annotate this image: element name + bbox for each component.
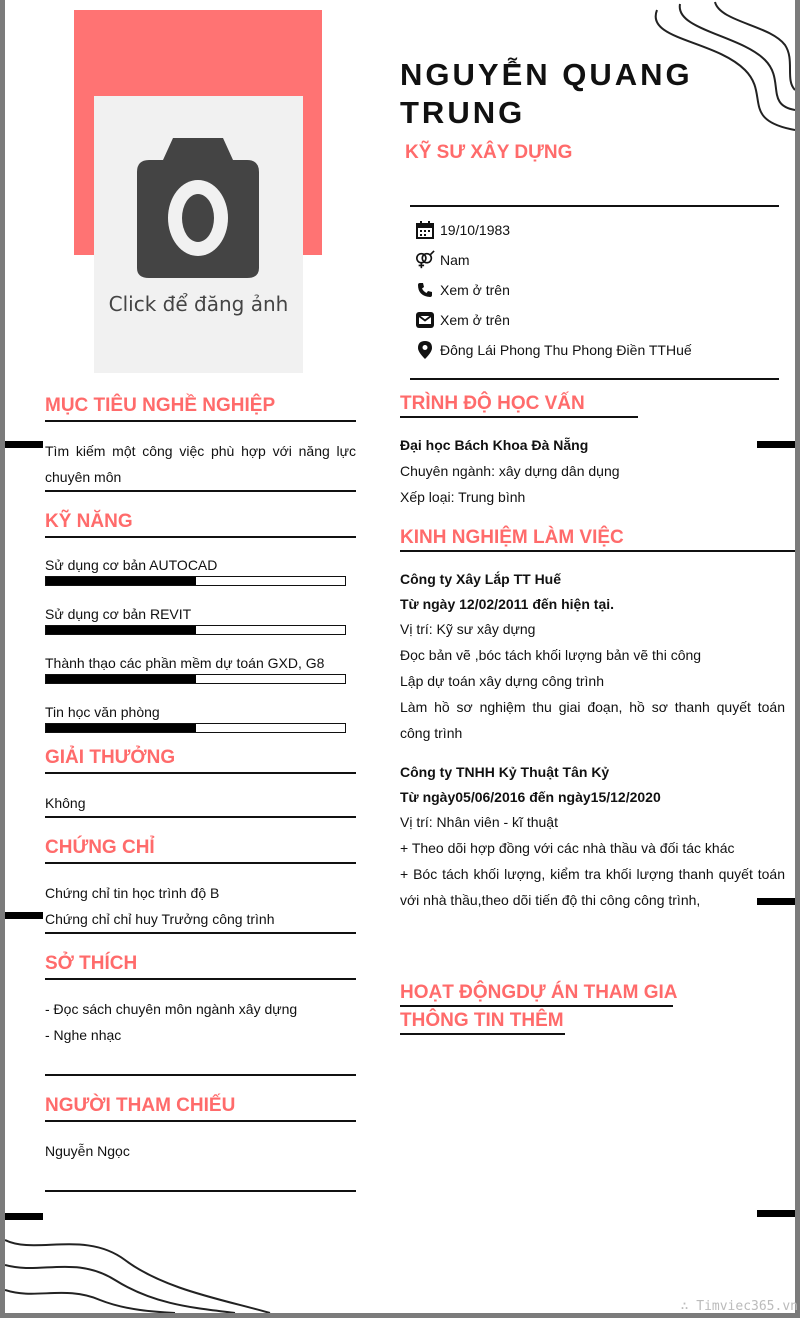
info-address	[415, 339, 692, 361]
watermark: ∴ Timviec365.vn	[680, 1299, 798, 1314]
awards-title: GIẢI THƯỞNG	[45, 747, 176, 768]
divider	[45, 978, 356, 980]
hobby-item: - Nghe nhạc	[45, 1027, 122, 1043]
job-company: Công ty TNHH Kỷ Thuật Tân Kỷ	[400, 764, 610, 780]
skill-bar-fill	[46, 724, 196, 732]
edge-mark	[5, 441, 43, 448]
divider	[410, 378, 779, 380]
experience-title: KINH NGHIỆM LÀM VIỆC	[400, 527, 624, 548]
wave-decoration-bottom	[5, 1220, 275, 1313]
info-phone	[415, 279, 510, 301]
hobby-item: - Đọc sách chuyên môn ngành xây dựng	[45, 1001, 298, 1017]
divider	[45, 932, 356, 934]
education-grade: Xếp loại: Trung bình	[400, 489, 526, 505]
skill-bar	[45, 625, 346, 635]
job-detail: Vị trí: Nhân viên - kĩ thuật	[400, 814, 558, 830]
job-detail: Đọc bản vẽ ,bóc tách khối lượng bản vẽ thi công	[400, 647, 702, 663]
divider	[410, 205, 779, 207]
phone-icon	[415, 280, 435, 300]
cv-page	[5, 0, 795, 1313]
phone-value: Xem ở trên	[440, 282, 510, 298]
skill-bar	[45, 723, 346, 733]
divider	[45, 536, 356, 538]
edge-mark	[757, 898, 795, 905]
divider	[400, 1033, 565, 1035]
job-period: Từ ngày05/06/2016 đến ngày15/12/2020	[400, 789, 661, 805]
skill-label: Tin học văn phòng	[45, 704, 160, 720]
references-text: Nguyễn Ngọc	[45, 1143, 130, 1159]
edge-mark	[757, 441, 795, 448]
edge-mark	[5, 912, 43, 919]
divider	[45, 862, 356, 864]
references-title: NGƯỜI THAM CHIẾU	[45, 1095, 236, 1116]
divider	[45, 816, 356, 818]
job-detail: Làm hồ sơ nghiệm thu giai đoạn, hồ sơ thanh quyết toán công trình	[400, 699, 785, 741]
photo-caption: Click để đăng ảnh	[108, 292, 289, 316]
job-company: Công ty Xây Lắp TT Huế	[400, 571, 562, 587]
divider	[400, 416, 638, 418]
gender-icon	[415, 250, 435, 270]
skill-label: Sử dụng cơ bản AUTOCAD	[45, 557, 218, 573]
more-info-title: THÔNG TIN THÊM	[400, 1010, 564, 1031]
certificate-item: Chứng chỉ tin học trình độ B	[45, 885, 220, 901]
job-detail: + Theo dõi hợp đồng với các nhà thầu và đối tác khác	[400, 840, 735, 856]
skill-bar	[45, 674, 346, 684]
gender-value: Nam	[440, 252, 470, 268]
skill-bar	[45, 576, 346, 586]
divider	[400, 550, 795, 552]
map-marker-icon	[415, 340, 435, 360]
activities-title: HOẠT ĐỘNGDỰ ÁN THAM GIA	[400, 982, 678, 1003]
skill-label: Sử dụng cơ bản REVIT	[45, 606, 192, 622]
info-gender	[415, 249, 470, 271]
divider	[45, 1074, 356, 1076]
calendar-icon	[415, 220, 435, 240]
divider	[400, 1005, 673, 1007]
divider	[45, 1190, 356, 1192]
hobbies-title: SỞ THÍCH	[45, 953, 138, 974]
job-detail: + Bóc tách khối lượng, kiểm tra khối lượng thanh quyết toán với nhà thầu,theo dõi tiến độ thi công công trình,	[400, 866, 785, 908]
info-email	[415, 309, 510, 331]
skill-bar-fill	[46, 577, 196, 585]
skill-label: Thành thạo các phần mềm dự toán GXD, G8	[45, 655, 325, 671]
skill-bar-fill	[46, 626, 196, 634]
job-period: Từ ngày 12/02/2011 đến hiện tại.	[400, 596, 615, 612]
envelope-icon	[415, 310, 435, 330]
job-detail: Vị trí: Kỹ sư xây dựng	[400, 621, 536, 637]
edge-mark	[757, 1210, 795, 1217]
divider	[45, 1120, 356, 1122]
edge-mark	[5, 1213, 43, 1220]
address-value: Đông Lái Phong Thu Phong Điền TTHuế	[440, 342, 692, 358]
divider	[45, 772, 356, 774]
objective-text: Tìm kiếm một công việc phù hợp với năng lực chuyên môn	[45, 443, 356, 485]
education-major: Chuyên ngành: xây dựng dân dụng	[400, 463, 620, 479]
full-name: NGUYỄN QUANG TRUNG	[400, 57, 693, 130]
camera-icon	[135, 134, 261, 280]
divider	[45, 420, 356, 422]
certificate-item: Chứng chỉ chỉ huy Trưởng công trình	[45, 911, 275, 927]
divider	[45, 490, 356, 492]
job-title: KỸ SƯ XÂY DỰNG	[405, 142, 573, 163]
objective-title: MỤC TIÊU NGHỀ NGHIỆP	[45, 395, 276, 416]
education-title: TRÌNH ĐỘ HỌC VẤN	[400, 393, 585, 414]
email-value: Xem ở trên	[440, 312, 510, 328]
birthday-value: 19/10/1983	[440, 222, 511, 238]
job-detail: Lập dự toán xây dựng công trình	[400, 673, 604, 689]
skill-bar-fill	[46, 675, 196, 683]
education-school: Đại học Bách Khoa Đà Nẵng	[400, 437, 589, 453]
awards-text: Không	[45, 795, 86, 811]
info-birthday	[415, 219, 510, 241]
certificates-title: CHỨNG CHỈ	[45, 837, 155, 858]
skills-title: KỸ NĂNG	[45, 511, 133, 532]
photo-upload[interactable]	[94, 96, 303, 373]
